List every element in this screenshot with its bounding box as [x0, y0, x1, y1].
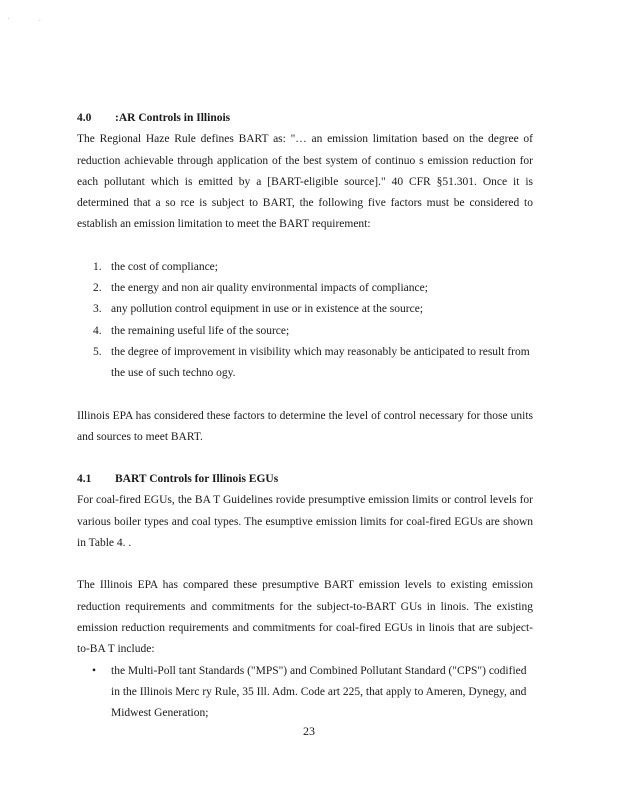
list-number: 1.: [93, 260, 102, 273]
list-number: 5.: [93, 345, 102, 358]
section-heading-4-0: [77, 108, 533, 129]
list-item-text: the cost of compliance;: [111, 260, 218, 273]
conclusion-paragraph: Illinois EPA has considered these factors to determine the level of control necessary for those units and sources to meet BART.: [77, 409, 533, 443]
bart-factors-list: [77, 257, 533, 385]
section-heading-4-1: [77, 469, 533, 490]
comparison-paragraph: The Illinois EPA has compared these presumptive BART emission levels to existing emission reduction requirements and commitments for the subject-to-BART GUs in linois. The existing emission reduction requirements and commitments for coal-fired EGUs in linois that are subject-to-BA T include:: [77, 579, 533, 656]
list-item: [77, 321, 533, 342]
list-item: [77, 342, 533, 385]
list-item-text: the energy and non air quality environmental impacts of compliance;: [111, 282, 428, 295]
list-item-text: the Multi-Poll tant Standards ("MPS") and Combined Pollutant Standard ("CPS") codified in the Illinois Merc ry Rule, 35 Ill. Adm. Code art 225, that apply to Ameren, Dynegy, and Midwest Generation;: [111, 664, 527, 720]
section-title: :AR Controls in Illinois: [115, 112, 231, 124]
spacer: [77, 385, 533, 406]
presumptive-limits-paragraph: For coal-fired EGUs, the BA T Guidelines rovide presumptive emission limits or control levels for various boiler types and coal types. The esumptive emission limits for coal-fired EGUs are shown in Table 4. .: [77, 494, 533, 550]
list-item-text: the degree of improvement in visibility which may reasonably be anticipated to result from the use of such techno ogy.: [111, 345, 530, 380]
list-number: 4.: [93, 324, 102, 337]
list-item-text: any pollution control equipment in use or in existence at the source;: [111, 303, 424, 316]
section-title: BART Controls for Illinois EGUs: [115, 473, 279, 486]
list-item-text: the remaining useful life of the source;: [111, 324, 290, 337]
page-number: 23: [303, 724, 315, 738]
list-item: [77, 661, 533, 725]
document-page: [77, 108, 533, 724]
requirements-list: [77, 661, 533, 725]
list-item: [77, 299, 533, 320]
list-number: 3.: [93, 303, 102, 316]
list-item: [77, 278, 533, 299]
section-number: 4.1: [77, 473, 92, 486]
scan-artifact-marks: ' -: [8, 18, 55, 24]
section-number: 4.0: [77, 112, 92, 124]
list-number: 2.: [93, 282, 102, 295]
spacer: [77, 554, 533, 575]
bullet-icon: •: [92, 664, 97, 677]
bart-definition-paragraph: The Regional Haze Rule defines BART as: "… an emission limitation based on the degree of reduction achievable through application of the best system of continuo s emission reduction for each pollutant which is emitted by a [BART-eligible source]." 40 CFR §51.301. Once it is determined that a so rce is subject to BART, the following five factors must be considered to establish an emission limitation to meet the BART requirement:: [77, 133, 533, 231]
list-item: [77, 257, 533, 278]
spacer: [77, 448, 533, 469]
spacer: [77, 236, 533, 257]
